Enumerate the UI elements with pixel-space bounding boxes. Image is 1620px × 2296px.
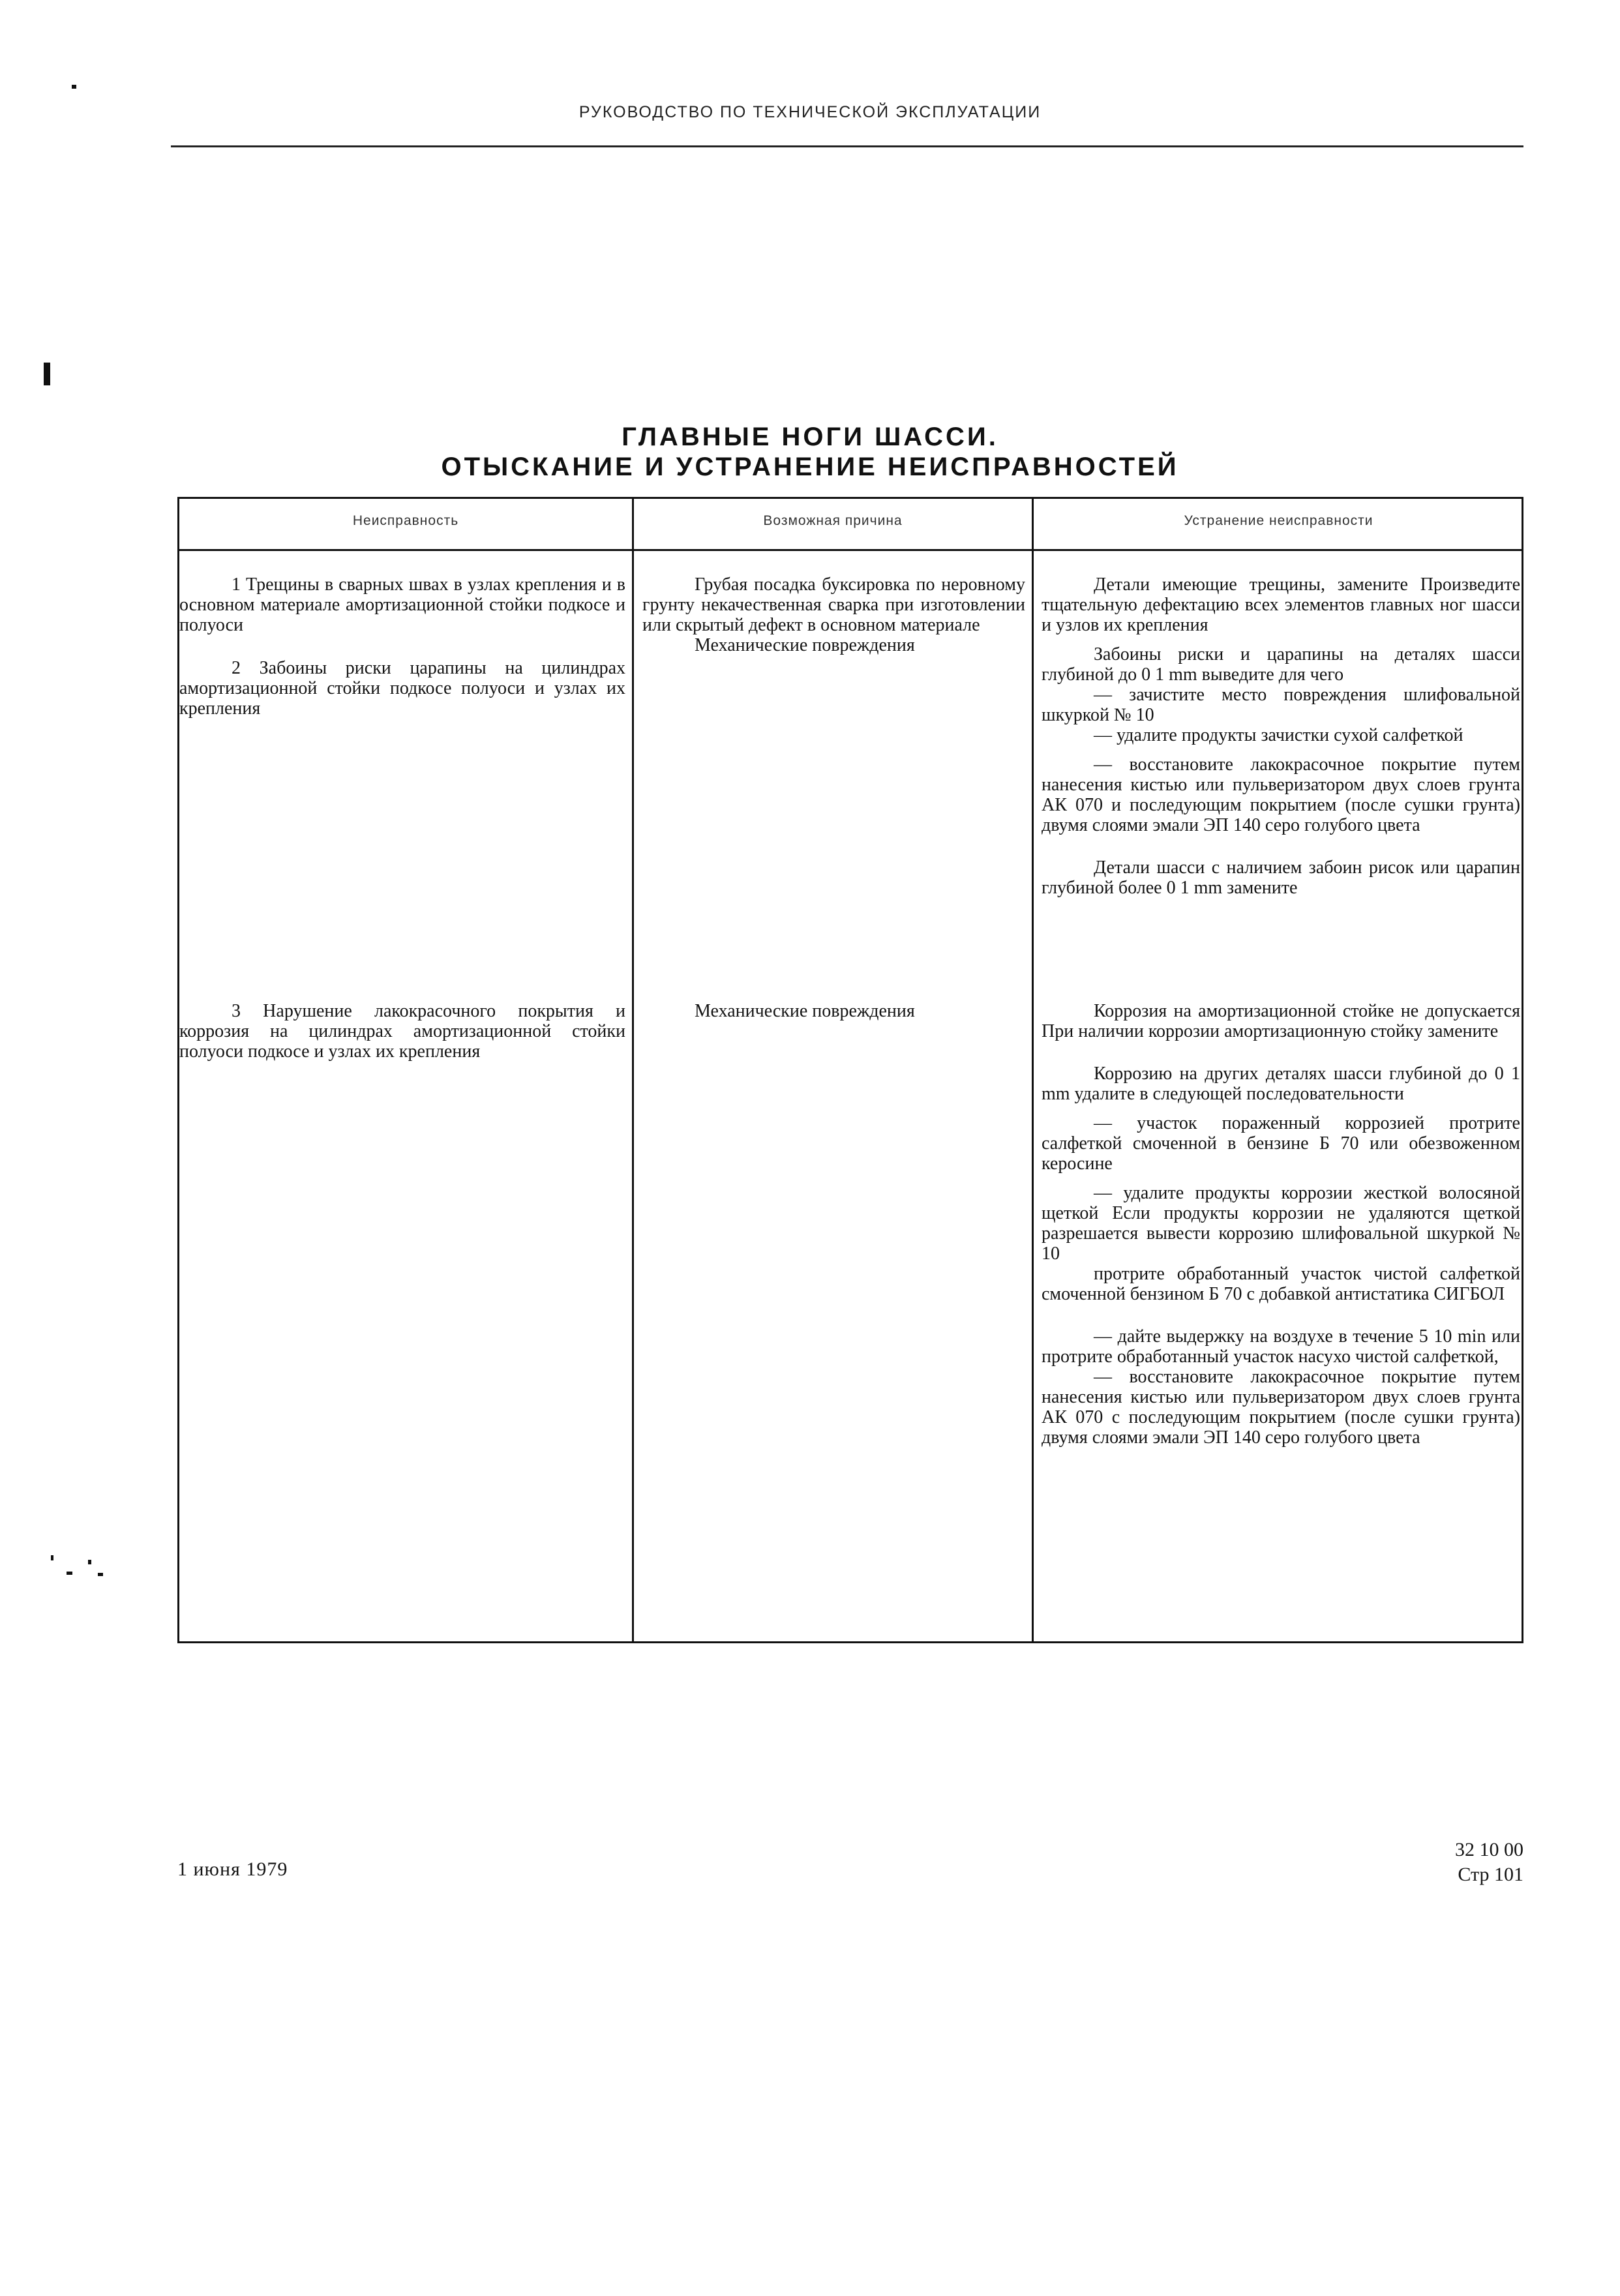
footer-date: 1 июня 1979 <box>177 1858 288 1880</box>
fault-text: 2 Забоины риски царапины на цилиндрах амортизационной стойки подкосе полуоси и узлах их крепления <box>179 658 625 719</box>
remedy-step: — участок пораженный коррозией протрите салфеткой смоченной в бензине Б 70 или обезвоженном керосине <box>1042 1113 1520 1174</box>
scan-speck <box>72 85 76 89</box>
column-divider <box>632 499 634 1641</box>
remedy-step: — дайте выдержку на воздухе в течение 5 10 min или протрите обработанный участок насухо чистой салфеткой, <box>1042 1326 1520 1367</box>
fault-2 <box>179 658 625 719</box>
cause-3 <box>642 1001 1025 1021</box>
remedy-text: Забоины риски и царапины на деталях шасси глубиной до 0 1 mm выведите для чего <box>1042 644 1520 685</box>
scan-speck <box>98 1573 103 1576</box>
fault-3 <box>179 1001 625 1062</box>
remedy-text: Коррозию на других деталях шасси глубиной до 0 1 mm удалите в следующей последовательности <box>1042 1064 1520 1104</box>
fault-text: 3 Нарушение лакокрасочного покрытия и коррозия на цилиндрах амортизационной стойки полуоси подкосе и узлах их крепления <box>179 1001 625 1062</box>
troubleshooting-table <box>177 497 1523 1643</box>
page-title-line2: ОТЫСКАНИЕ И УСТРАНЕНИЕ НЕИСПРАВНОСТЕЙ <box>441 453 1179 481</box>
fault-1 <box>179 574 625 635</box>
remedy-step: — удалите продукты зачистки сухой салфеткой <box>1094 725 1463 745</box>
scan-speck <box>67 1572 72 1575</box>
running-header: РУКОВОДСТВО ПО ТЕХНИЧЕСКОЙ ЭКСПЛУАТАЦИИ <box>578 103 1042 121</box>
remedy-step: — восстановите лакокрасочное покрытие путем нанесения кистью или пульверизатором двух слоев грунта АК 070 и последующим покрытием (после сушки грунта) двумя слоями эмали ЭП 140 серо голубого цвета <box>1042 754 1520 835</box>
page-title-line1: ГЛАВНЫЕ НОГИ ШАССИ. <box>622 423 998 451</box>
cause-text: Механические повреждения <box>695 1001 915 1021</box>
margin-bar-mark <box>44 363 50 385</box>
scan-speck <box>88 1560 91 1564</box>
cause-1 <box>642 574 1025 655</box>
remedy-text: Детали шасси с наличием забоин рисок или царапин глубиной более 0 1 mm замените <box>1042 857 1520 898</box>
header-remedy: Устранение неисправности <box>1184 513 1373 528</box>
header-rule <box>171 145 1523 147</box>
remedy-text: Детали имеющие трещины, замените Произведите тщательную дефектацию всех элементов главных ног шасси и узлов их крепления <box>1042 574 1520 635</box>
remedy-step: — зачистите место повреждения шлифовальной шкуркой № 10 <box>1042 685 1520 725</box>
footer-section: 32 10 00 <box>1455 1839 1523 1860</box>
scan-speck <box>51 1555 53 1560</box>
header-cause: Возможная причина <box>763 513 903 528</box>
cause-text: Грубая посадка буксировка по неровному грунту некачественная сварка при изготовлении или скрытый дефект в основном материале <box>642 574 1025 635</box>
cause-text: Механические повреждения <box>695 635 915 655</box>
remedy-group-3 <box>1042 1001 1520 1448</box>
remedy-group-1 <box>1042 574 1520 898</box>
header-fault: Неисправность <box>352 513 459 528</box>
remedy-step: протрите обработанный участок чистой салфеткой смоченной бензином Б 70 с добавкой антистатика СИГБОЛ <box>1042 1264 1520 1304</box>
fault-text: 1 Трещины в сварных швах в узлах крепления и в основном материале амортизационной стойки подкосе и полуоси <box>179 574 625 635</box>
footer-page: Стр 101 <box>1458 1864 1523 1885</box>
remedy-text: Коррозия на амортизационной стойке не допускается При наличии коррозии амортизационную стойку замените <box>1042 1001 1520 1041</box>
remedy-step: — восстановите лакокрасочное покрытие путем нанесения кистью или пульверизатором двух слоев грунта АК 070 с последующим покрытием (после сушки грунта) двумя слоями эмали ЭП 140 серо голубого цвета <box>1042 1367 1520 1448</box>
header-divider <box>179 549 1522 551</box>
footer-page-ref <box>1402 1838 1523 1887</box>
column-divider <box>1032 499 1034 1641</box>
remedy-step: — удалите продукты коррозии жесткой волосяной щеткой Если продукты коррозии не удаляются щеткой разрешается вывести коррозию шлифовальной шкуркой № 10 <box>1042 1183 1520 1264</box>
